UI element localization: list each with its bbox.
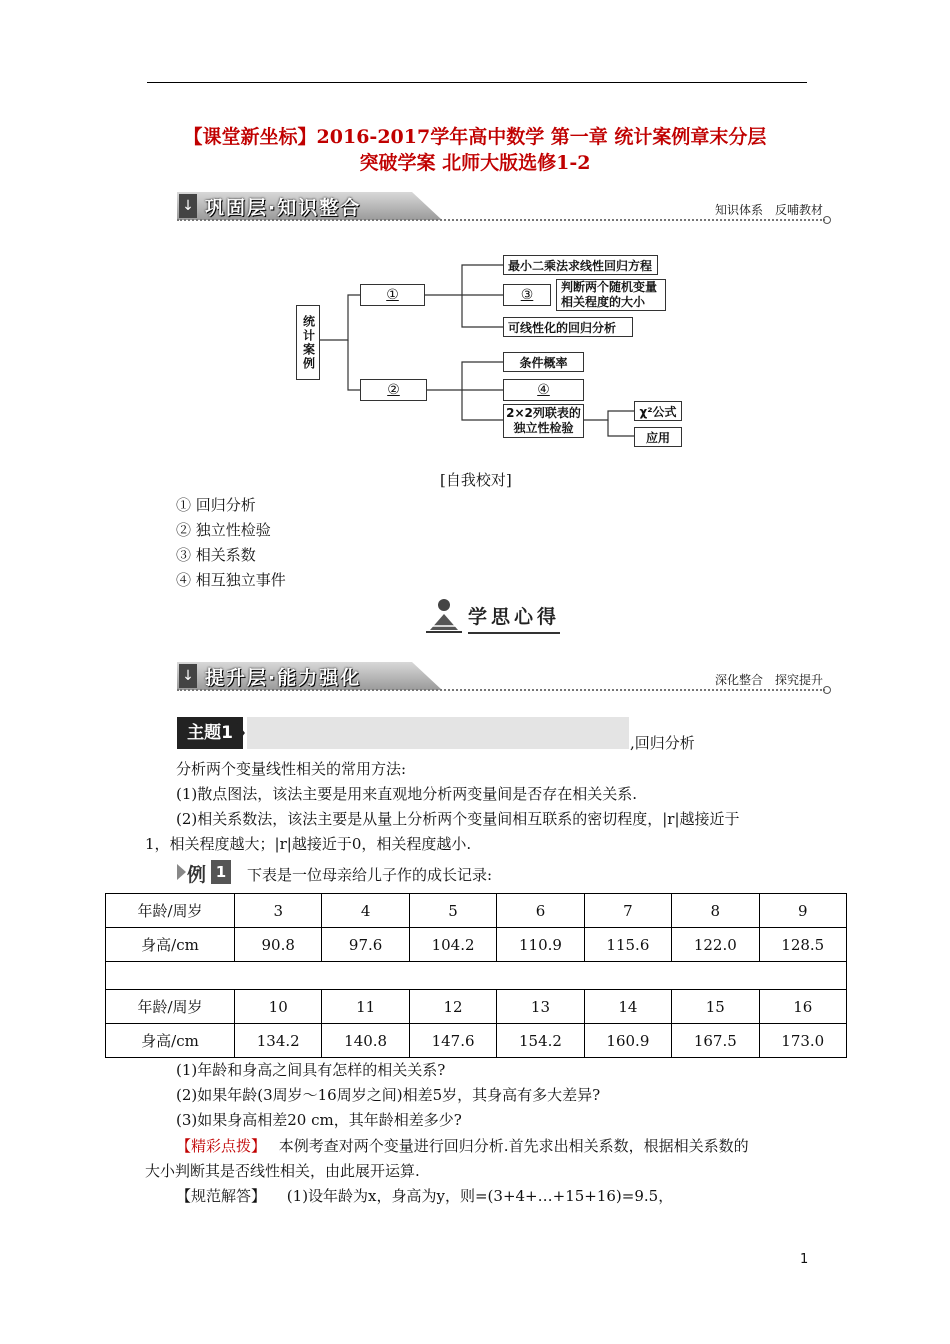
reader-icon: [424, 596, 464, 636]
banner-dotted-line: [177, 689, 825, 691]
table-cell: 13: [497, 990, 584, 1024]
question: (1)年龄和身高之间具有怎样的相关关系?: [176, 1061, 446, 1079]
diagram-box-conditional-prob-label: 条件概率: [519, 355, 568, 370]
down-arrow-icon: ↓: [179, 664, 197, 688]
table-cell: 15: [672, 990, 759, 1024]
table-cell: 9: [759, 894, 846, 928]
diagram-box-linearizable: [503, 317, 633, 337]
diagram-box-application: [634, 427, 682, 447]
banner-title: 提升层·能力强化: [205, 667, 362, 689]
down-arrow-icon: ↓: [179, 194, 197, 218]
selfcheck-item: ① 回归分析: [176, 496, 256, 514]
table-cell: 身高/cm: [106, 928, 235, 962]
topic-arrow-icon: [237, 723, 245, 743]
selfcheck-heading: [自我校对]: [440, 471, 512, 489]
selfcheck-item: ④ 相互独立事件: [176, 571, 286, 589]
table-cell: 6: [497, 894, 584, 928]
growth-table: [105, 893, 847, 1058]
table-separator-cell: [106, 962, 847, 990]
example-label: 例: [187, 864, 207, 886]
table-cell: 110.9: [497, 928, 584, 962]
table-cell: 5: [409, 894, 496, 928]
diagram-box-4: [503, 379, 584, 401]
banner-title: 巩固层·知识整合: [205, 197, 362, 219]
table-cell: 147.6: [409, 1024, 496, 1058]
paragraph: 1，相关程度越大；|r|越接近于0，相关程度越小.: [145, 835, 472, 853]
table-cell: 128.5: [759, 928, 846, 962]
selfcheck-item: ② 独立性检验: [176, 521, 271, 539]
table-cell: 97.6: [322, 928, 409, 962]
growth-table-grid: [105, 893, 847, 1058]
diagram-box-contingency: [503, 404, 584, 438]
diagram-box-application-label: 应用: [645, 430, 670, 445]
banner-end-circle-icon: [823, 686, 831, 694]
table-cell: 年龄/周岁: [106, 990, 235, 1024]
table-cell: 167.5: [672, 1024, 759, 1058]
table-cell: 122.0: [672, 928, 759, 962]
table-cell: 160.9: [584, 1024, 671, 1058]
table-separator-row: [106, 962, 847, 990]
table-cell: 115.6: [584, 928, 671, 962]
table-row: [106, 990, 847, 1024]
hint-line2: 大小判断其是否线性相关，由此展开运算.: [145, 1162, 420, 1180]
diagram-box-3-label: ③: [520, 287, 534, 303]
diagram-box-3: [503, 284, 551, 306]
paragraph: 分析两个变量线性相关的常用方法:: [176, 760, 407, 778]
diagram-node-1: [360, 284, 425, 306]
banner-dotted-line: [177, 219, 825, 221]
top-rule: [147, 82, 807, 83]
banner-end-circle-icon: [823, 216, 831, 224]
hint-line1: [176, 1136, 749, 1156]
diagram-box-contingency-line2: 独立性检验: [513, 421, 574, 435]
diagram-box-least-squares: [503, 255, 658, 275]
hint-text: 本例考查对两个变量进行回归分析.首先求出相关系数，根据相关系数的: [278, 1137, 749, 1155]
table-row: [106, 928, 847, 962]
banner-consolidate: [177, 192, 831, 226]
diagram-node-2: [360, 379, 427, 401]
example-badge: [177, 860, 231, 884]
table-cell: 3: [235, 894, 322, 928]
banner-subtitle: 深化整合 探究提升: [714, 673, 823, 687]
study-reflection-logo: [424, 596, 560, 636]
table-cell: 14: [584, 990, 671, 1024]
diagram-box-least-squares-label: 最小二乘法求线性回归方程: [508, 258, 653, 273]
table-row: [106, 1024, 847, 1058]
question: (2)如果年龄(3周岁～16周岁之间)相差5岁，其身高有多大差异?: [176, 1086, 601, 1104]
question: (3)如果身高相差20 cm，其年龄相差多少?: [176, 1111, 462, 1129]
banner-improve: [177, 662, 831, 696]
table-cell: 10: [235, 990, 322, 1024]
topic-label: 主题1: [177, 717, 243, 749]
diagram-box-linearizable-label: 可线性化的回归分析: [508, 320, 617, 335]
topic-header: [177, 717, 629, 749]
selfcheck-item: ③ 相关系数: [176, 546, 256, 564]
table-cell: 7: [584, 894, 671, 928]
table-cell: 134.2: [235, 1024, 322, 1058]
diagram-box-correlation-line1: 判断两个随机变量: [561, 280, 658, 294]
table-cell: 154.2: [497, 1024, 584, 1058]
table-cell: 4: [322, 894, 409, 928]
solution-line: [176, 1186, 673, 1206]
example-number: 1: [211, 860, 231, 884]
topic-suffix: ,回归分析: [630, 734, 695, 752]
diagram-root-label: 统计案例: [301, 314, 316, 371]
diagram-box-chi-square-label: χ²公式: [639, 404, 677, 419]
doc-title-line2: 突破学案 北师大版选修1-2: [359, 152, 591, 174]
diagram-box-4-label: ④: [537, 382, 550, 398]
hint-tag: 【精彩点拨】: [176, 1137, 267, 1155]
paragraph: (1)散点图法，该法主要是用来直观地分析两变量间是否存在相关关系.: [176, 785, 638, 803]
diagram-box-contingency-line1: 2×2列联表的: [506, 406, 581, 420]
doc-title-line1: 【课堂新坐标】2016-2017学年高中数学 第一章 统计案例章末分层: [183, 126, 767, 148]
diagram-box-correlation: [556, 279, 666, 311]
page-number: 1: [800, 1252, 809, 1267]
example-text: 下表是一位母亲给儿子作的成长记录:: [247, 866, 493, 884]
diagram-node-1-label: ①: [386, 287, 399, 303]
diagram-box-conditional-prob: [503, 352, 584, 372]
topic-bar: [247, 717, 629, 749]
logo-text: 学思心得: [468, 606, 561, 628]
table-cell: 90.8: [235, 928, 322, 962]
table-cell: 173.0: [759, 1024, 846, 1058]
table-cell: 8: [672, 894, 759, 928]
banner-subtitle: 知识体系 反哺教材: [714, 203, 823, 217]
diagram-root: [296, 305, 320, 380]
table-cell: 16: [759, 990, 846, 1024]
diagram-box-correlation-line2: 相关程度的大小: [561, 295, 646, 309]
example-arrow-icon: [177, 864, 186, 880]
table-cell: 140.8: [322, 1024, 409, 1058]
solution-tag: 【规范解答】: [176, 1187, 267, 1205]
diagram-node-2-label: ②: [387, 382, 400, 398]
table-cell: 年龄/周岁: [106, 894, 235, 928]
logo-underline: [468, 632, 560, 634]
table-cell: 104.2: [409, 928, 496, 962]
solution-text: (1)设年龄为x，身高为y，则=(3+4+…+15+16)=9.5，: [286, 1187, 674, 1205]
table-cell: 12: [409, 990, 496, 1024]
table-row: [106, 894, 847, 928]
table-cell: 身高/cm: [106, 1024, 235, 1058]
table-cell: 11: [322, 990, 409, 1024]
diagram-box-chi-square: [634, 401, 682, 421]
paragraph: (2)相关系数法，该法主要是从量上分析两个变量间相互联系的密切程度，|r|越接近于: [176, 810, 740, 828]
